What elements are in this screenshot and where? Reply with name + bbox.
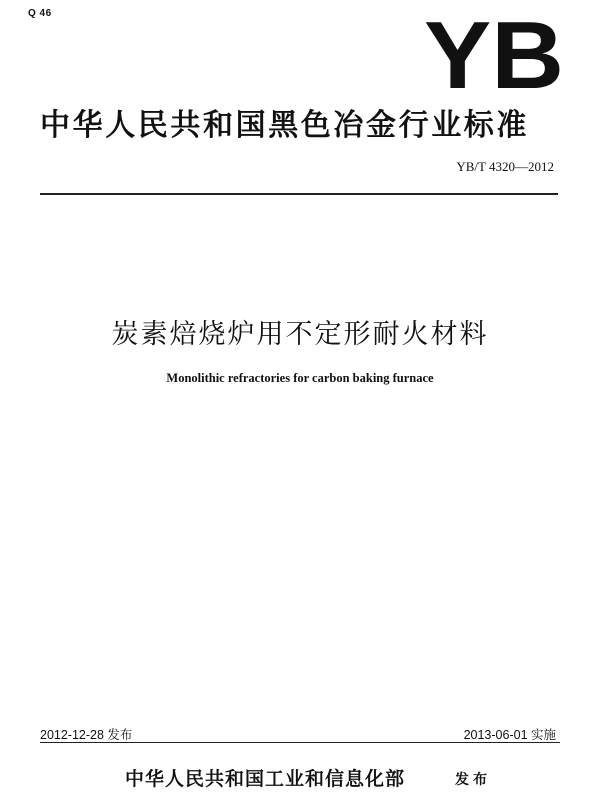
publish-label: 发布 bbox=[455, 772, 491, 788]
publisher-name: 中华人民共和国工业和信息化部 bbox=[125, 768, 406, 790]
standard-body-title: 中华人民共和国黑色冶金行业标准 bbox=[40, 108, 529, 143]
document-title-english: Monolithic refractories for carbon baking furnace bbox=[166, 371, 434, 385]
document-title-chinese: 炭素焙烧炉用不定形耐火材料 bbox=[111, 319, 489, 350]
yb-logo-text: YB bbox=[424, 6, 564, 92]
issue-date: 2012-12-28 发布 bbox=[40, 728, 133, 742]
yb-logo bbox=[418, 6, 564, 92]
ics-code: Q 46 bbox=[28, 8, 52, 19]
implementation-date: 2013-06-01 实施 bbox=[463, 728, 556, 742]
footer-divider bbox=[40, 742, 560, 743]
standard-number: YB/T 4320—2012 bbox=[456, 159, 554, 174]
header-divider bbox=[40, 193, 558, 195]
